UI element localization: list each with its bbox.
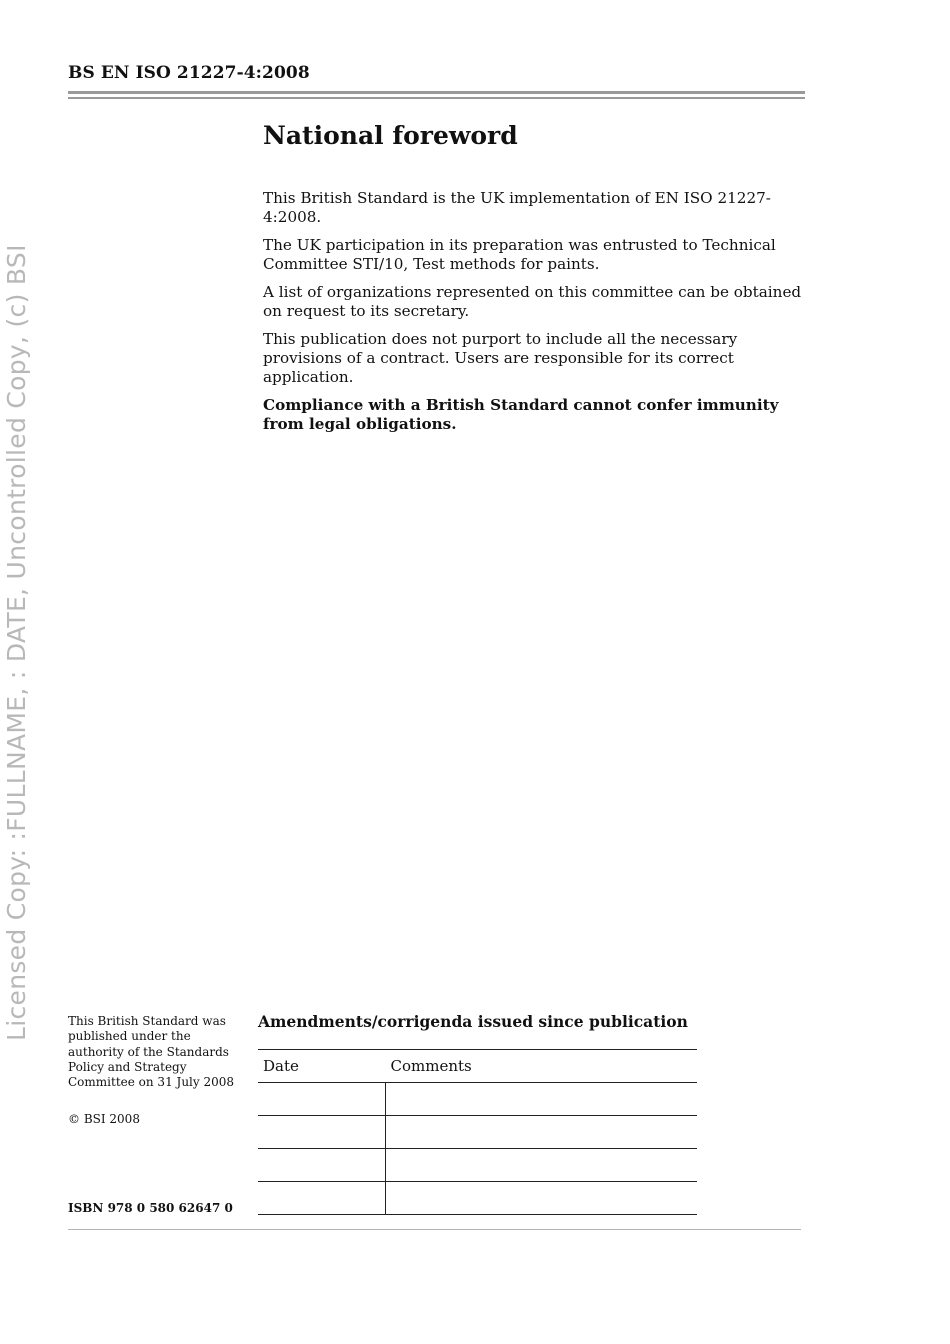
table-header-row <box>258 1050 697 1083</box>
page-title: National foreword <box>263 121 518 150</box>
foreword-body <box>263 189 808 443</box>
footer-rule <box>68 1229 801 1230</box>
paragraph-organizations: A list of organizations represented on this committee can be obtained on request to its secretary. <box>263 283 802 320</box>
isbn: ISBN 978 0 580 62647 0 <box>68 1201 233 1215</box>
date-cell <box>258 1116 386 1149</box>
license-watermark: Licensed Copy: :FULLNAME, : DATE, Uncontrolled Copy, (c) BSI <box>2 244 31 1041</box>
table-row <box>258 1182 697 1215</box>
comments-cell <box>386 1116 698 1149</box>
amendments-table <box>258 1049 697 1215</box>
paragraph-implementation: This British Standard is the UK implementation of EN ISO 21227-4:2008. <box>263 189 771 226</box>
publication-imprint: This British Standard was published under the authority of the Standards Policy and Strategy Committee on 31 July 2008 <box>68 1014 235 1090</box>
date-cell <box>258 1182 386 1215</box>
header-rule-thin <box>68 97 805 99</box>
paragraph-participation: The UK participation in its preparation was entrusted to Technical Committee STI/10, Test methods for paints. <box>263 236 776 273</box>
date-cell <box>258 1149 386 1182</box>
table-row <box>258 1116 697 1149</box>
standard-code: BS EN ISO 21227-4:2008 <box>68 63 310 83</box>
column-header-date: Date <box>258 1050 386 1083</box>
paragraph-provisions: This publication does not purport to include all the necessary provisions of a contract. Users are responsible for its correct application. <box>263 330 738 386</box>
column-header-comments: Comments <box>386 1050 698 1083</box>
comments-cell <box>386 1149 698 1182</box>
header-rule-thick <box>68 91 805 94</box>
comments-cell <box>386 1083 698 1116</box>
table-row <box>258 1083 697 1116</box>
compliance-statement: Compliance with a British Standard cannot confer immunity from legal obligations. <box>263 396 779 433</box>
copyright-notice: © BSI 2008 <box>68 1112 140 1126</box>
table-row <box>258 1149 697 1182</box>
amendments-title: Amendments/corrigenda issued since publication <box>258 1012 688 1031</box>
comments-cell <box>386 1182 698 1215</box>
date-cell <box>258 1083 386 1116</box>
